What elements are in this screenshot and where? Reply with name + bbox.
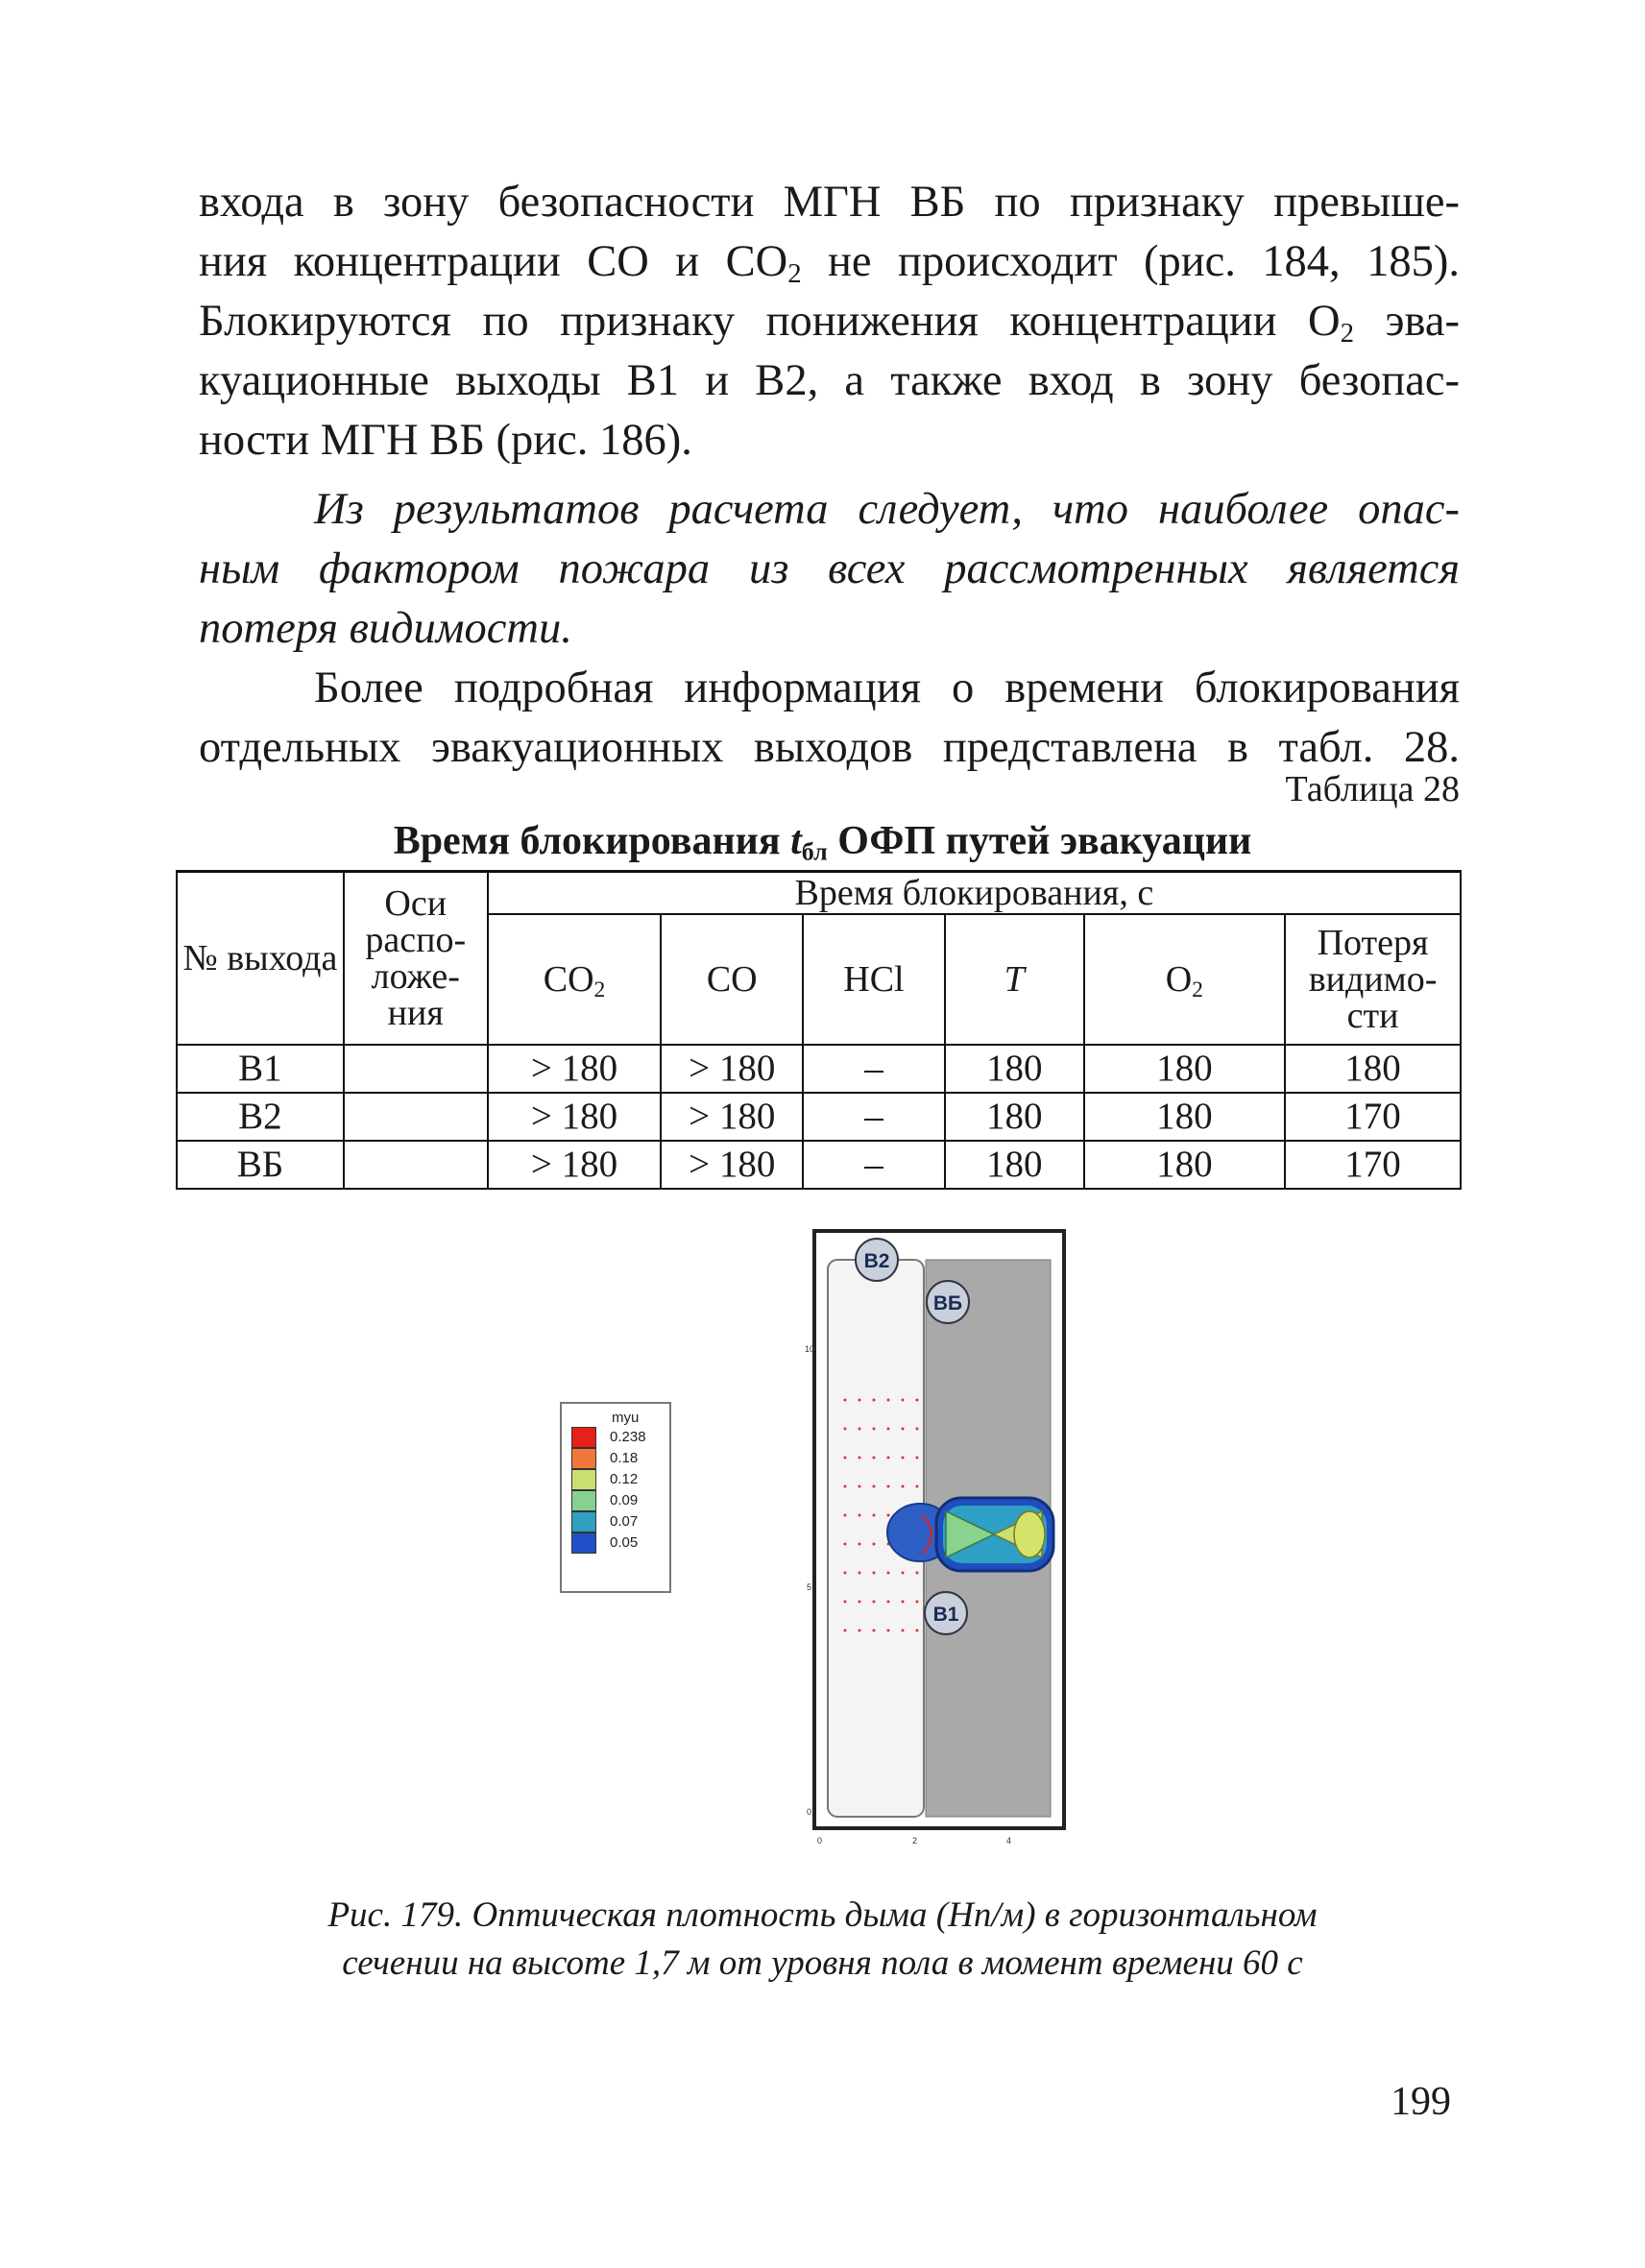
cell-exit: ВБ [177,1141,344,1189]
y-tick: 0 [807,1807,812,1817]
paragraph-3 [199,659,1460,778]
cell-axes [344,1093,488,1141]
p2-line-3: потеря видимости. [199,604,572,653]
header-exit-number: № выхода [177,872,344,1046]
caption-line-1: Рис. 179. Оптическая плотность дыма (Нп/м) в горизонтальном [327,1895,1318,1935]
header-co: CO [661,914,803,1045]
cell-co: > 180 [661,1093,803,1141]
table-row [177,1093,1461,1141]
legend-level: 0.05 [610,1534,639,1551]
table-row [177,1141,1461,1189]
legend-level: 0.12 [610,1471,639,1487]
cell-co2: > 180 [488,1141,662,1189]
cell-hcl: – [803,1045,945,1093]
paragraph-1 [199,173,1460,470]
smoke-density-figure [557,1227,1095,1851]
y-tick: 5 [807,1582,812,1592]
blocking-time-table [176,870,1462,1190]
p3-line-1: Более подробная информация о времени блокирования [314,664,1460,712]
header-co2: $CO_2$ [488,914,662,1045]
cell-o2: 180 [1084,1093,1286,1141]
p2-line-2: ным фактором пожара из всех рассмотренных является [199,544,1460,593]
legend-level: 0.07 [610,1513,639,1530]
x-tick: 4 [1006,1836,1012,1846]
header-axes: Оси распо-ложе-ния [344,872,488,1046]
p1-line-1: входа в зону безопасности МГН ВБ по признаку превыше- [199,178,1460,227]
cell-t: 180 [945,1093,1084,1141]
cell-visibility: 180 [1285,1045,1461,1093]
y-tick: 10 [805,1344,815,1354]
p3-line-2: отдельных эвакуационных выходов представлена в табл. 28. [199,723,1460,772]
cell-co2: > 180 [488,1093,662,1141]
p2-line-1: Из результатов расчета следует, что наиболее опас- [314,485,1460,534]
svg-text:В1: В1 [932,1604,959,1626]
p1-line-3: Блокируются по признаку понижения концентрации $О_2$ эва- [199,297,1460,350]
cell-co: > 180 [661,1045,803,1093]
cell-co2: > 180 [488,1045,662,1093]
exit-marker-b2 [856,1239,898,1281]
cell-visibility: 170 [1285,1093,1461,1141]
paragraph-2-conclusion [199,480,1460,659]
legend-level: 0.18 [610,1450,639,1466]
table-label: Таблица 28 [1285,769,1460,809]
cell-co: > 180 [661,1141,803,1189]
cell-exit: В1 [177,1045,344,1093]
header-hcl: HCl [803,914,945,1045]
header-o2: $O_2$ [1084,914,1286,1045]
p1-line-5: ности МГН ВБ (рис. 186). [199,416,692,465]
header-blocking-time-group: Время блокирования, с [488,872,1461,915]
figure-caption [0,1892,1645,1988]
cell-t: 180 [945,1045,1084,1093]
cell-o2: 180 [1084,1045,1286,1093]
table-row [177,1045,1461,1093]
cell-t: 180 [945,1141,1084,1189]
legend-title: myu [612,1410,640,1426]
header-temperature: T [945,914,1084,1045]
cell-axes [344,1045,488,1093]
svg-text:В2: В2 [863,1250,890,1272]
cell-o2: 180 [1084,1141,1286,1189]
legend-level: 0.238 [610,1429,646,1445]
smoke-plume [887,1498,1053,1571]
cell-exit: В2 [177,1093,344,1141]
table-title: Время блокирования $t_{бл}$ ОФП путей эвакуации [393,819,1252,866]
cell-axes [344,1141,488,1189]
exit-marker-vb [927,1281,969,1323]
exit-marker-b1 [925,1592,967,1634]
cell-hcl: – [803,1093,945,1141]
page-number: 199 [1391,2080,1451,2124]
header-visibility-loss: Потеря видимо-сти [1285,914,1461,1045]
p1-line-2: ния концентрации СО и $СО_2$ не происходит (рис. 184, 185). [199,237,1460,290]
caption-line-2: сечении на высоте 1,7 м от уровня пола в момент времени 60 с [342,1943,1303,1983]
svg-text:ВБ: ВБ [932,1292,963,1315]
legend-level: 0.09 [610,1492,639,1508]
p1-line-4: куационные выходы В1 и В2, а также вход в зону безопас- [199,356,1460,405]
cell-visibility: 170 [1285,1141,1461,1189]
cell-hcl: – [803,1141,945,1189]
x-tick: 0 [817,1836,823,1846]
x-tick: 2 [912,1836,918,1846]
